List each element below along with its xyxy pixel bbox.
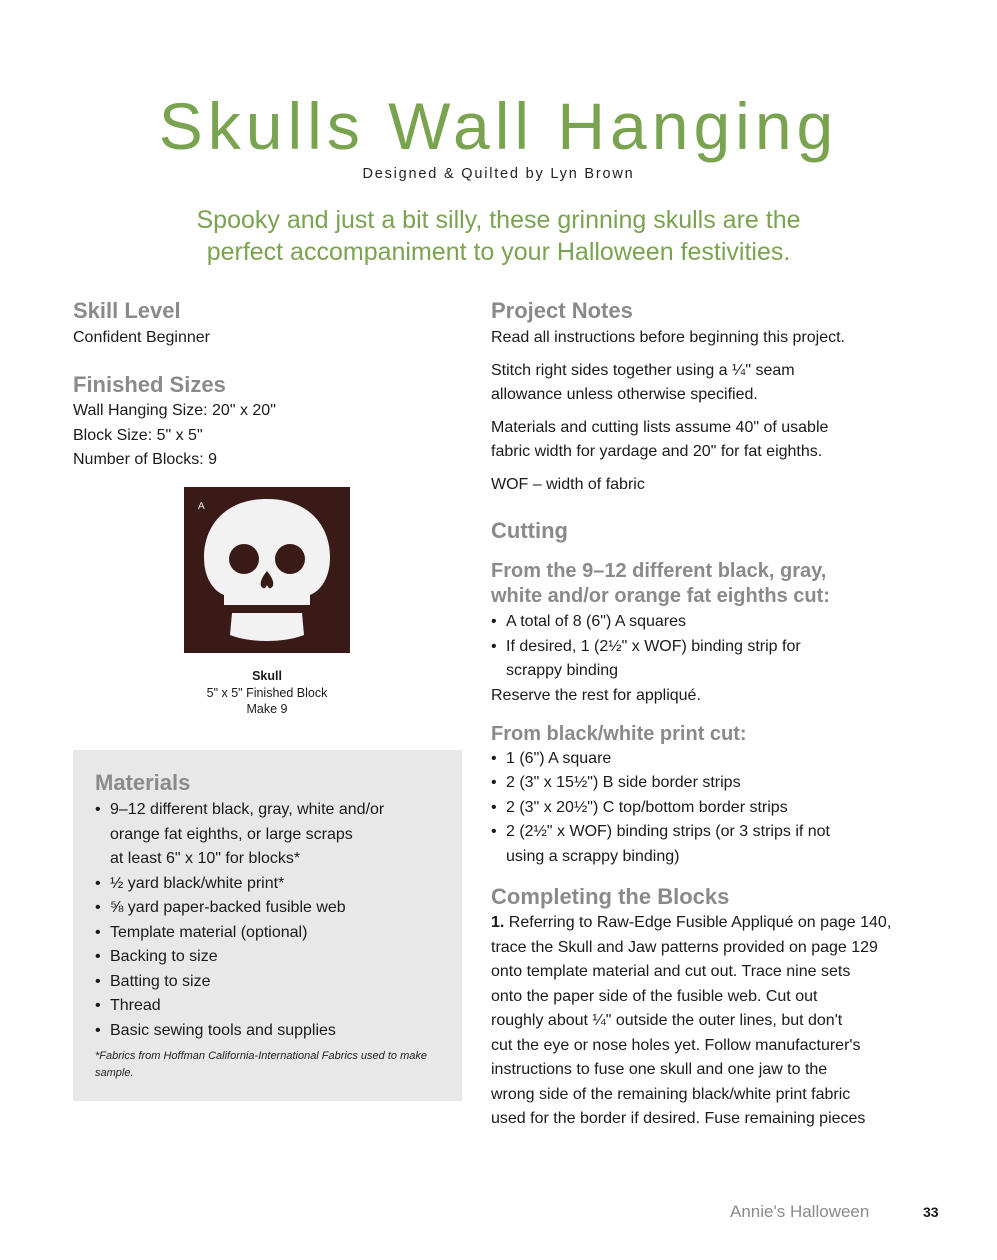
finished-size-line: Block Size: 5" x 5" [73, 426, 203, 444]
page-title: Skulls Wall Hanging [158, 89, 839, 163]
designer-byline: Designed & Quilted by Lyn Brown [362, 166, 635, 182]
skill-heading: Skill Level [73, 298, 181, 323]
cutting-subheading: From black/white print cut: [491, 723, 747, 745]
intro-text [0, 204, 997, 268]
list-item: • 1 (6") A square [491, 749, 612, 767]
materials-footnote: *Fabrics from Hoffman California-International Fabrics used to make sample. [95, 1050, 427, 1079]
completing-blocks-heading: Completing the Blocks [491, 884, 730, 909]
step-number: 1. [491, 914, 505, 931]
footer-book-title: Annie's Halloween [730, 1202, 870, 1221]
intro-line: perfect accompaniment to your Halloween festivities. [206, 238, 791, 266]
page-number: 33 [923, 1204, 939, 1220]
cutting-list [491, 747, 830, 870]
completing-blocks-section [491, 884, 891, 1132]
note-paragraph: Read all instructions before beginning this project. [491, 329, 845, 346]
project-notes-heading: Project Notes [491, 298, 633, 323]
step-paragraph: 1. Referring to Raw-Edge Fusible Appliqué on page 140, trace the Skull and Jaw patterns provided on page 129 onto template material and cut out. Trace nine sets onto the paper side of the fusible web. Cut out roughly about ¼" outside the outer lines, but don't cut the eye or nose holes yet. Follow manufacturer's instructions to fuse one skull and one jaw to the wrong side of the remaining black/white print fabric used for the border if desired. Fuse remaining pieces [491, 914, 892, 1127]
cutting-section [491, 518, 830, 869]
list-item: • 2 (2½" x WOF) binding strips (or 3 strips if not using a scrappy binding) [491, 823, 830, 865]
materials-heading: Materials [95, 770, 191, 795]
finished-size-line: Number of Blocks: 9 [73, 451, 218, 468]
materials-box [73, 750, 462, 1101]
note-paragraph: Materials and cutting lists assume 40" of usable fabric width for yardage and 20" for fat eighths. [491, 418, 829, 460]
block-caption [184, 668, 350, 718]
cutting-list [491, 610, 830, 684]
cutting-subheading: From the 9–12 different black, gray, white and/or orange fat eighths cut: [491, 560, 830, 607]
skull-icon [204, 499, 330, 605]
caption-title: Skull [252, 669, 282, 683]
list-item: • A total of 8 (6") A squares [491, 613, 687, 630]
caption-size: 5" x 5" Finished Block [206, 685, 328, 700]
finished-sizes-section [73, 372, 276, 473]
skill-section [73, 298, 210, 351]
finished-sizes-heading: Finished Sizes [73, 372, 226, 397]
note-paragraph: WOF – width of fabric [491, 475, 645, 493]
list-item: • 2 (3" x 15½") B side border strips [491, 774, 741, 791]
list-item: • Batting to size [95, 972, 211, 990]
materials-list [95, 798, 427, 1043]
list-item: • ½ yard black/white print* [95, 874, 285, 892]
intro-line: Spooky and just a bit silly, these grinning skulls are the [196, 206, 801, 234]
note-paragraph: Stitch right sides together using a ¼" seam allowance unless otherwise specified. [491, 361, 795, 403]
skull-eye-icon [275, 544, 305, 574]
project-notes-section [491, 298, 845, 497]
list-item: • Backing to size [95, 948, 218, 965]
skull-jaw-icon [230, 613, 304, 641]
list-item: • 2 (3" x 20½") C top/bottom border strips [491, 798, 788, 816]
list-item: • Thread [95, 997, 161, 1014]
reserve-note: Reserve the rest for appliqué. [491, 686, 701, 704]
skill-value: Confident Beginner [73, 329, 210, 346]
cutting-heading: Cutting [491, 518, 568, 543]
skull-block-diagram [184, 487, 350, 653]
list-item: • ⅝ yard paper-backed fusible web [95, 899, 346, 916]
finished-size-line: Wall Hanging Size: 20" x 20" [73, 402, 276, 419]
block-label: A [198, 501, 205, 512]
list-item: • Basic sewing tools and supplies [95, 1021, 336, 1039]
list-item: • 9–12 different black, gray, white and/or orange fat eighths, or large scraps at least 6" x 10" for blocks* [95, 801, 385, 867]
caption-make: Make 9 [246, 702, 288, 716]
list-item: • If desired, 1 (2½" x WOF) binding strip for scrappy binding [491, 637, 801, 679]
list-item: • Template material (optional) [95, 923, 308, 941]
skull-eye-icon [229, 544, 259, 574]
